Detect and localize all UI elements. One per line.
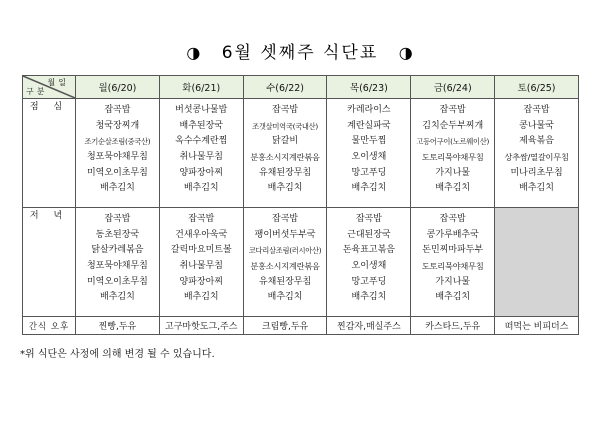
- menu-item: 잡곡밥: [188, 214, 215, 224]
- menu-item: 배추김치: [435, 292, 471, 303]
- menu-item: 유채된장무침: [258, 167, 312, 178]
- menu-item: 잡곡밥: [439, 214, 466, 224]
- snack-label: 간식 오후: [23, 317, 76, 335]
- dinner-empty-cell: [495, 208, 579, 317]
- menu-item: 미역오이초무침: [86, 276, 148, 287]
- dinner-menu-cell: [327, 208, 411, 317]
- menu-item: 망고푸딩: [351, 276, 387, 287]
- snack-cell: 카스타드,두유: [411, 317, 495, 335]
- menu-item: 분홍소시지계란볶음: [250, 261, 320, 272]
- menu-item: 물만두찜: [351, 136, 387, 147]
- menu-item: 잡곡밥: [523, 105, 550, 115]
- menu-item: 양파장아찌: [179, 276, 223, 287]
- day-header: 월(6/20): [76, 76, 160, 99]
- footnote: *위 식단은 사정에 의해 변경 될 수 있습니다.: [20, 349, 215, 360]
- menu-item: 미역오이초무침: [86, 167, 148, 178]
- snack-cell: 찐감자,매실주스: [327, 317, 411, 335]
- lunch-label: 점 심: [23, 99, 76, 208]
- menu-item: 잡곡밥: [439, 105, 466, 115]
- menu-item: 도토리묵야채무침: [421, 152, 484, 163]
- menu-item: 배추김치: [100, 183, 135, 194]
- corner-category-label: 구분: [26, 87, 48, 96]
- menu-item: 고등어구이(노르웨이산): [416, 137, 490, 147]
- corner-date-label: 월일: [47, 78, 69, 87]
- menu-item: 배추김치: [183, 292, 219, 303]
- menu-item: 계란실파국: [347, 120, 391, 131]
- menu-item: 가지나물: [435, 276, 471, 287]
- menu-item: 오이생채: [351, 261, 387, 272]
- menu-item: 배추김치: [351, 183, 387, 194]
- menu-item: 제육볶음: [519, 136, 554, 147]
- snack-cell: 떠먹는 비피더스: [495, 317, 579, 335]
- dinner-menu-cell: [76, 208, 160, 317]
- menu-item: 콩나물국: [519, 120, 554, 131]
- menu-item: 버섯콩나물밥: [175, 105, 228, 115]
- menu-item: 조갯살미역국(국내산): [252, 121, 318, 131]
- menu-item: 상추쌈/열갈이무침: [504, 152, 569, 163]
- menu-item: 코다리살조림(러시아산): [248, 246, 322, 256]
- menu-item: 잡곡밥: [272, 105, 299, 115]
- menu-item: 카레라이스: [347, 105, 391, 115]
- menu-item: 갈릭마요미트볼: [170, 245, 232, 256]
- menu-item: 분홍소시지계란볶음: [250, 152, 320, 163]
- menu-item: 닭살카레볶음: [91, 245, 144, 256]
- menu-item: 배추김치: [100, 292, 135, 303]
- menu-item: 팽이버섯두부국: [254, 229, 316, 240]
- menu-item: 배추김치: [183, 183, 219, 194]
- menu-item: 배추김치: [267, 292, 303, 303]
- menu-item: 배추김치: [351, 292, 387, 303]
- menu-item: 취나물무침: [179, 261, 223, 272]
- dinner-label: 저 녁: [23, 208, 76, 317]
- menu-item: 청국장찌개: [95, 120, 140, 131]
- menu-item: 잡곡밥: [272, 214, 299, 224]
- snack-cell: 찐빵,두유: [76, 317, 160, 335]
- half-circle-icon-left: ◑: [186, 43, 202, 62]
- menu-item: 취나물무침: [179, 152, 223, 163]
- menu-item: 잡곡밥: [104, 214, 131, 224]
- day-header: 수(6/22): [243, 76, 327, 99]
- menu-item: 건새우아욱국: [175, 229, 228, 240]
- menu-item: 옥수수계란찜: [175, 136, 228, 147]
- menu-item: 청포묵야채무침: [86, 152, 148, 163]
- menu-item: 오이생채: [351, 152, 387, 163]
- menu-item: 조기순살조림(중국산): [84, 137, 151, 147]
- lunch-menu-cell: [159, 99, 243, 208]
- menu-item: 양파장아찌: [179, 167, 223, 178]
- menu-item: 콩가루배추국: [426, 229, 479, 240]
- lunch-row: [23, 99, 579, 208]
- dinner-menu-cell: [159, 208, 243, 317]
- menu-item: 닭갈비: [272, 136, 299, 147]
- lunch-menu-cell: [327, 99, 411, 208]
- menu-item: 동초된장국: [95, 229, 140, 240]
- menu-item: 근대된장국: [347, 229, 391, 240]
- dinner-row: [23, 208, 579, 317]
- day-header: 화(6/21): [159, 76, 243, 99]
- menu-item: 미나리초무침: [510, 167, 563, 178]
- menu-item: 망고푸딩: [351, 167, 387, 178]
- lunch-menu-cell: [76, 99, 160, 208]
- menu-item: 배추김치: [519, 183, 554, 194]
- menu-item: 유채된장무침: [258, 276, 312, 287]
- day-header: 금(6/24): [411, 76, 495, 99]
- lunch-menu-cell: [243, 99, 327, 208]
- menu-item: 돈육표고볶음: [342, 245, 395, 256]
- day-header: 목(6/23): [327, 76, 411, 99]
- corner-cell: [23, 76, 76, 99]
- lunch-menu-cell: [495, 99, 579, 208]
- menu-item: 청포묵야채무침: [86, 261, 148, 272]
- day-header: 토(6/25): [495, 76, 579, 99]
- title-text: 6월 셋째주 식단표: [221, 43, 379, 63]
- menu-item: 잡곡밥: [355, 214, 382, 224]
- snack-row: [23, 317, 579, 335]
- header-row: [23, 76, 579, 99]
- menu-item: 도토리묵야채무침: [421, 261, 484, 272]
- snack-cell: 크림빵,두유: [243, 317, 327, 335]
- half-circle-icon-right: ◑: [398, 43, 414, 62]
- page-title: [0, 38, 600, 63]
- menu-item: 김치순두부찌개: [422, 120, 484, 131]
- menu-item: 배추김치: [435, 183, 471, 194]
- menu-item: 잡곡밥: [104, 105, 131, 115]
- menu-item: 가지나물: [435, 167, 471, 178]
- menu-item: 배추된장국: [179, 120, 223, 131]
- dinner-menu-cell: [411, 208, 495, 317]
- dinner-menu-cell: [243, 208, 327, 317]
- snack-cell: 고구마핫도그,주스: [159, 317, 243, 335]
- menu-table: [22, 75, 579, 335]
- menu-item: 배추김치: [267, 183, 303, 194]
- menu-item: 돈민찌마파두부: [422, 245, 484, 256]
- lunch-menu-cell: [411, 99, 495, 208]
